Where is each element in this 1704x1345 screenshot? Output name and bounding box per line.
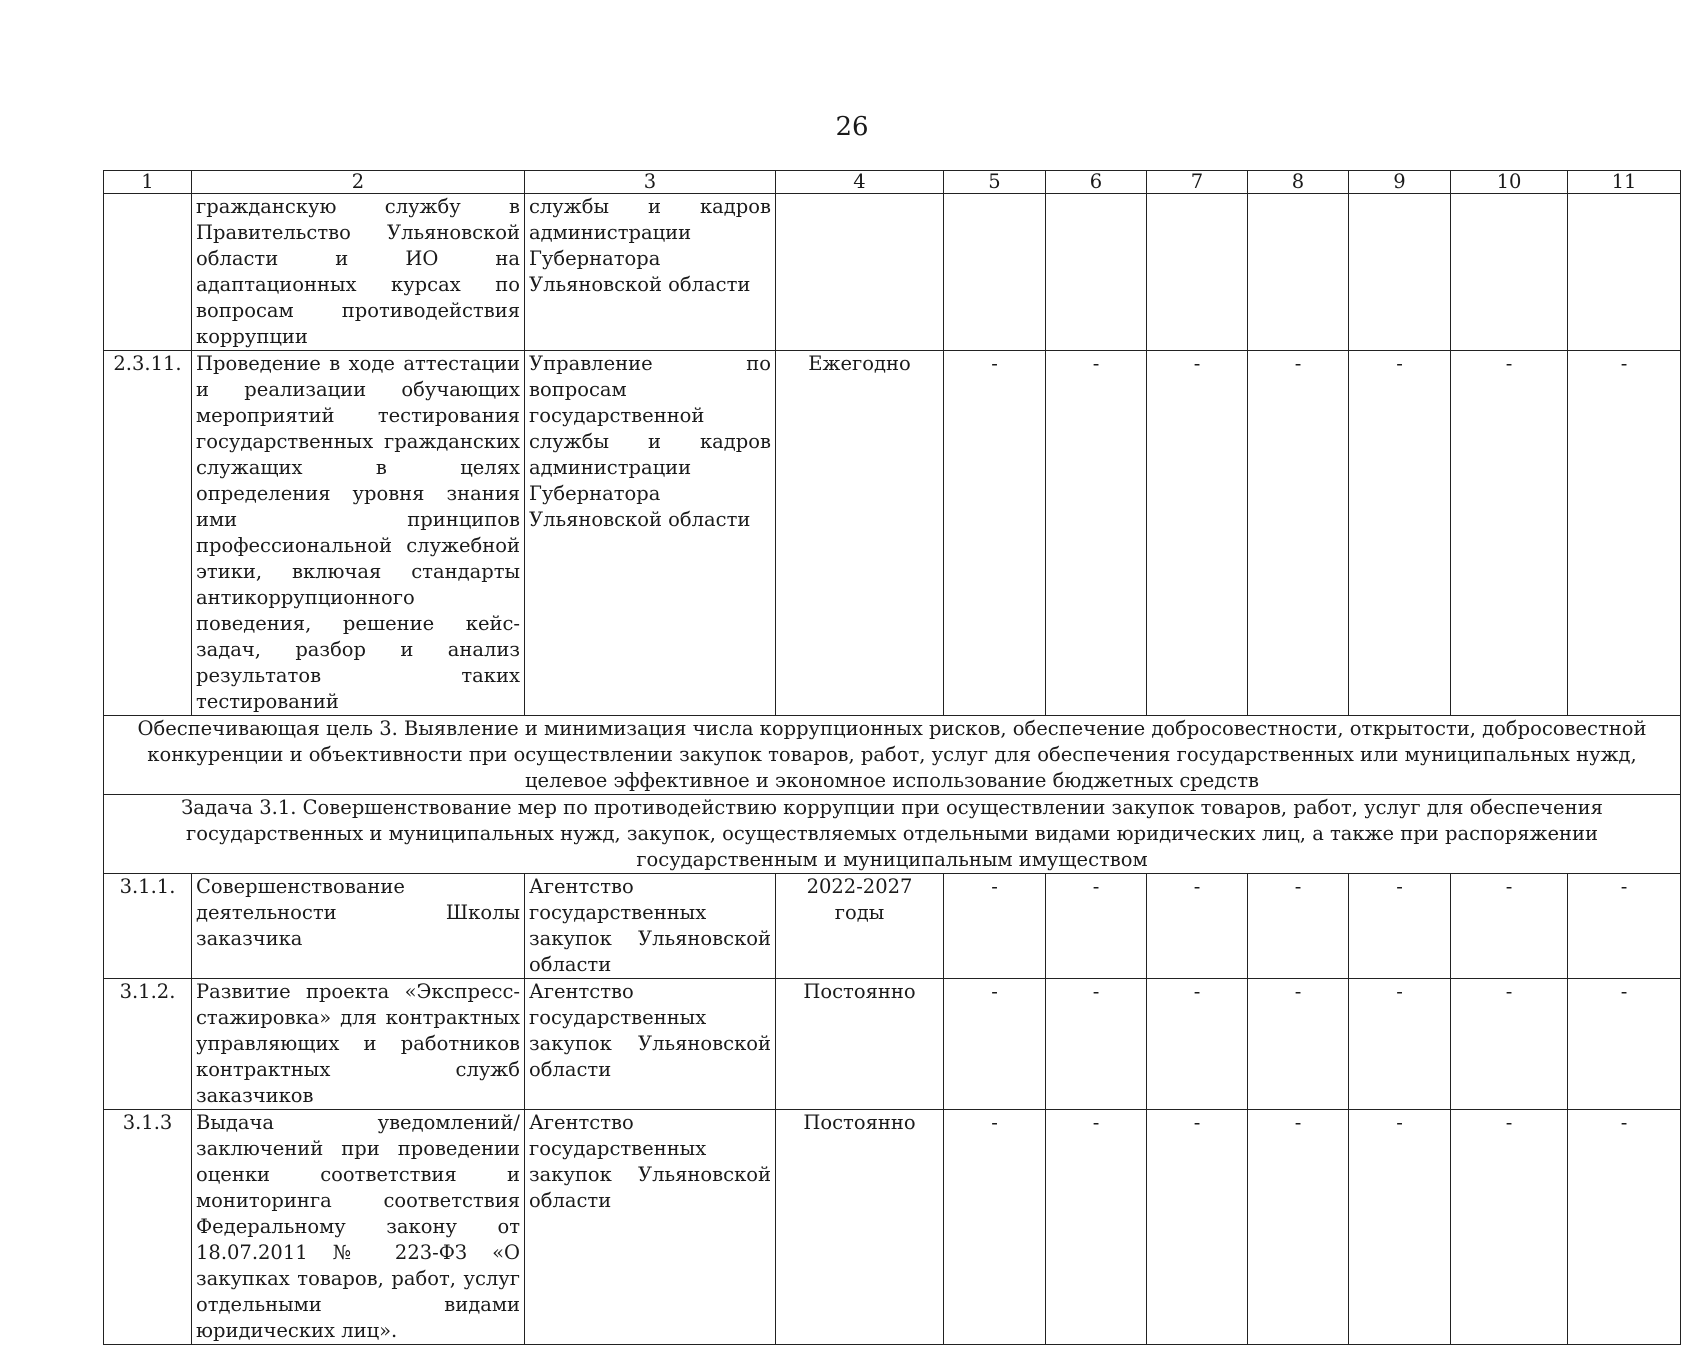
- value-cell: -: [1046, 1110, 1147, 1345]
- measure-cell: Развитие проекта «Экспресс-стажировка» для контрактных управляющих и работников контрактных служб заказчиков: [192, 979, 525, 1110]
- executor-cell: Агентство государственных закупок Ульяновской области: [525, 1110, 776, 1345]
- header-cell: 9: [1349, 171, 1451, 194]
- value-cell: -: [1349, 874, 1451, 979]
- measure-cell: Выдача уведомлений/заключений при проведении оценки соответствия и мониторинга соответствия Федеральному закону от 18.07.2011 № 223-ФЗ «О закупках товаров, работ, услуг отдельными видами юридических лиц».: [192, 1110, 525, 1345]
- row-number: 3.1.2.: [104, 979, 192, 1110]
- value-cell: -: [1349, 1110, 1451, 1345]
- value-cell: -: [1568, 351, 1681, 716]
- row-number: [104, 194, 192, 351]
- value-cell: [1568, 194, 1681, 351]
- executor-cell: Управление по вопросам государственной службы и кадров администрации Губернатора Ульяновской области: [525, 351, 776, 716]
- value-cell: [1349, 194, 1451, 351]
- value-cell: -: [1147, 979, 1248, 1110]
- header-cell: 11: [1568, 171, 1681, 194]
- value-cell: -: [1451, 351, 1568, 716]
- value-cell: -: [1568, 1110, 1681, 1345]
- executor-cell: Агентство государственных закупок Ульяновской области: [525, 874, 776, 979]
- value-cell: -: [1349, 979, 1451, 1110]
- row-number: 3.1.3: [104, 1110, 192, 1345]
- header-cell: 2: [192, 171, 525, 194]
- measure-cell: гражданскую службу в Правительство Ульяновской области и ИО на адаптационных курсах по вопросам противодействия коррупции: [192, 194, 525, 351]
- row-number: 3.1.1.: [104, 874, 192, 979]
- value-cell: [1046, 194, 1147, 351]
- header-cell: 1: [104, 171, 192, 194]
- term-cell: Постоянно: [776, 979, 944, 1110]
- table-row: [104, 351, 1681, 716]
- value-cell: -: [1568, 979, 1681, 1110]
- measures-table: [103, 170, 1681, 1345]
- goal-text: Обеспечивающая цель 3. Выявление и минимизация числа коррупционных рисков, обеспечение добросовестности, открытости, добросовестной конкуренции и объективности при осуществлении закупок товаров, работ, услуг для обеспечения государственных или муниципальных нужд, целевое эффективное и экономное использование бюджетных средств: [104, 716, 1681, 795]
- value-cell: -: [1451, 874, 1568, 979]
- measure-cell: Проведение в ходе аттестации и реализации обучающих мероприятий тестирования государственных гражданских служащих в целях определения уровня знания ими принципов профессиональной служебной этики, включая стандарты антикоррупционного поведения, решение кейс-задач, разбор и анализ результатов таких тестирований: [192, 351, 525, 716]
- task-row: [104, 795, 1681, 874]
- header-cell: 7: [1147, 171, 1248, 194]
- value-cell: -: [944, 979, 1046, 1110]
- table-row: [104, 1110, 1681, 1345]
- value-cell: -: [944, 1110, 1046, 1345]
- value-cell: [1248, 194, 1349, 351]
- header-cell: 3: [525, 171, 776, 194]
- task-text: Задача 3.1. Совершенствование мер по противодействию коррупции при осуществлении закупок товаров, работ, услуг для обеспечения государственных и муниципальных нужд, закупок, осуществляемых отдельными видами юридических лиц, а также при распоряжении государственным и муниципальным имуществом: [104, 795, 1681, 874]
- executor-cell: службы и кадров администрации Губернатора Ульяновской области: [525, 194, 776, 351]
- header-cell: 6: [1046, 171, 1147, 194]
- value-cell: [1451, 194, 1568, 351]
- table-row: [104, 874, 1681, 979]
- value-cell: -: [1248, 351, 1349, 716]
- value-cell: -: [1568, 874, 1681, 979]
- value-cell: -: [1046, 351, 1147, 716]
- value-cell: -: [1147, 874, 1248, 979]
- value-cell: -: [1147, 351, 1248, 716]
- value-cell: -: [1248, 979, 1349, 1110]
- header-row: [104, 171, 1681, 194]
- page-number: 26: [835, 112, 869, 142]
- value-cell: -: [1046, 979, 1147, 1110]
- header-cell: 5: [944, 171, 1046, 194]
- value-cell: -: [1046, 874, 1147, 979]
- header-cell: 8: [1248, 171, 1349, 194]
- table-row: [104, 979, 1681, 1110]
- value-cell: -: [1248, 1110, 1349, 1345]
- value-cell: [944, 194, 1046, 351]
- header-cell: 4: [776, 171, 944, 194]
- table-row: [104, 194, 1681, 351]
- row-number: 2.3.11.: [104, 351, 192, 716]
- value-cell: -: [1451, 979, 1568, 1110]
- value-cell: -: [944, 874, 1046, 979]
- executor-cell: Агентство государственных закупок Ульяновской области: [525, 979, 776, 1110]
- term-cell: Ежегодно: [776, 351, 944, 716]
- term-cell: Постоянно: [776, 1110, 944, 1345]
- goal-row: [104, 716, 1681, 795]
- value-cell: -: [1147, 1110, 1248, 1345]
- measure-cell: Совершенствование деятельности Школы заказчика: [192, 874, 525, 979]
- term-cell: [776, 194, 944, 351]
- value-cell: -: [1349, 351, 1451, 716]
- value-cell: [1147, 194, 1248, 351]
- value-cell: -: [944, 351, 1046, 716]
- term-cell: 2022-2027 годы: [776, 874, 944, 979]
- value-cell: -: [1451, 1110, 1568, 1345]
- value-cell: -: [1248, 874, 1349, 979]
- header-cell: 10: [1451, 171, 1568, 194]
